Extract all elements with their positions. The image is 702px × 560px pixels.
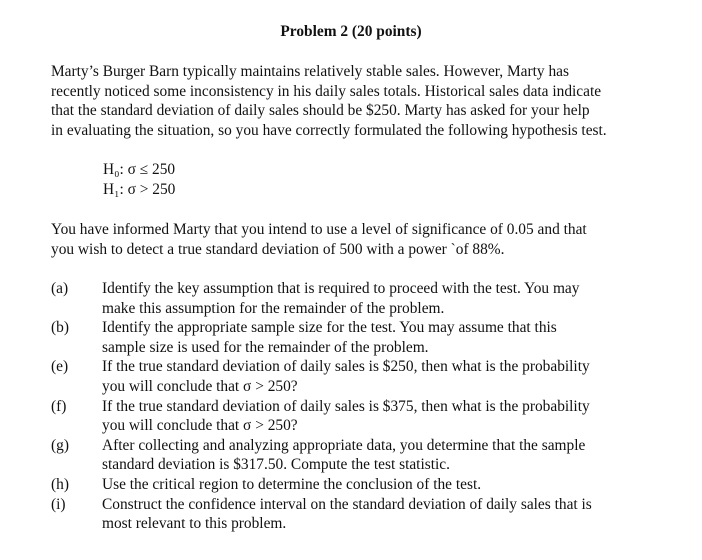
question-item-e: [51, 357, 691, 396]
question-label: (i): [51, 495, 66, 513]
intro-line: in evaluating the situation, so you have correctly formulated the following hypothesis test.: [51, 121, 607, 139]
intro-line: recently noticed some inconsistency in his daily sales totals. Historical sales data indicate: [51, 82, 602, 100]
question-text: [102, 436, 691, 475]
alternative-hypothesis: H₁: σ > 250: [103, 181, 176, 198]
question-text: [102, 397, 691, 436]
question-text: [102, 495, 691, 534]
intro-line: that the standard deviation of daily sales should be $250. Marty has asked for your help: [51, 102, 590, 120]
question-text: [102, 318, 691, 357]
question-item-h: [51, 475, 691, 495]
question-line: most relevant to this problem.: [102, 515, 287, 533]
question-line: Identify the appropriate sample size for the test. You may assume that this: [102, 319, 557, 337]
question-item-a: [51, 279, 691, 318]
question-line: make this assumption for the remainder of the problem.: [102, 299, 445, 317]
question-label: (h): [51, 475, 69, 493]
question-label: (g): [51, 436, 69, 454]
question-label: (a): [51, 280, 69, 297]
question-line: you will conclude that σ > 250?: [102, 377, 298, 395]
setup-paragraph: [51, 220, 681, 259]
question-line: sample size is used for the remainder of the problem.: [102, 338, 429, 356]
intro-line: Marty’s Burger Barn typically maintains relatively stable sales. However, Marty has: [51, 63, 569, 80]
question-line: Identify the key assumption that is required to proceed with the test. You may: [102, 280, 580, 297]
question-label: (b): [51, 319, 69, 337]
question-text: [102, 357, 691, 396]
null-hypothesis: H₀: σ ≤ 250: [103, 161, 176, 178]
question-line: Use the critical region to determine the conclusion of the test.: [102, 475, 482, 493]
question-label: (e): [51, 358, 69, 376]
question-line: standard deviation is $317.50. Compute the test statistic.: [102, 456, 450, 474]
setup-line: you wish to detect a true standard deviation of 500 with a power `of 88%.: [51, 240, 505, 258]
problem-title: Problem 2 (20 points): [280, 23, 422, 40]
question-text: [102, 475, 691, 495]
question-line: If the true standard deviation of daily sales is $375, then what is the probability: [102, 397, 590, 415]
intro-paragraph: [51, 62, 681, 140]
question-item-i: [51, 495, 691, 534]
question-line: After collecting and analyzing appropriate data, you determine that the sample: [102, 436, 586, 454]
setup-line: You have informed Marty that you intend to use a level of significance of 0.05 and that: [51, 221, 587, 238]
question-line: you will conclude that σ > 250?: [102, 417, 298, 435]
question-line: If the true standard deviation of daily sales is $250, then what is the probability: [102, 358, 590, 376]
question-line: Construct the confidence interval on the standard deviation of daily sales that is: [102, 495, 592, 513]
question-list: [51, 279, 691, 534]
question-text: [102, 279, 691, 318]
question-item-b: [51, 318, 691, 357]
question-item-g: [51, 436, 691, 475]
question-label: (f): [51, 397, 67, 415]
question-item-f: [51, 397, 691, 436]
